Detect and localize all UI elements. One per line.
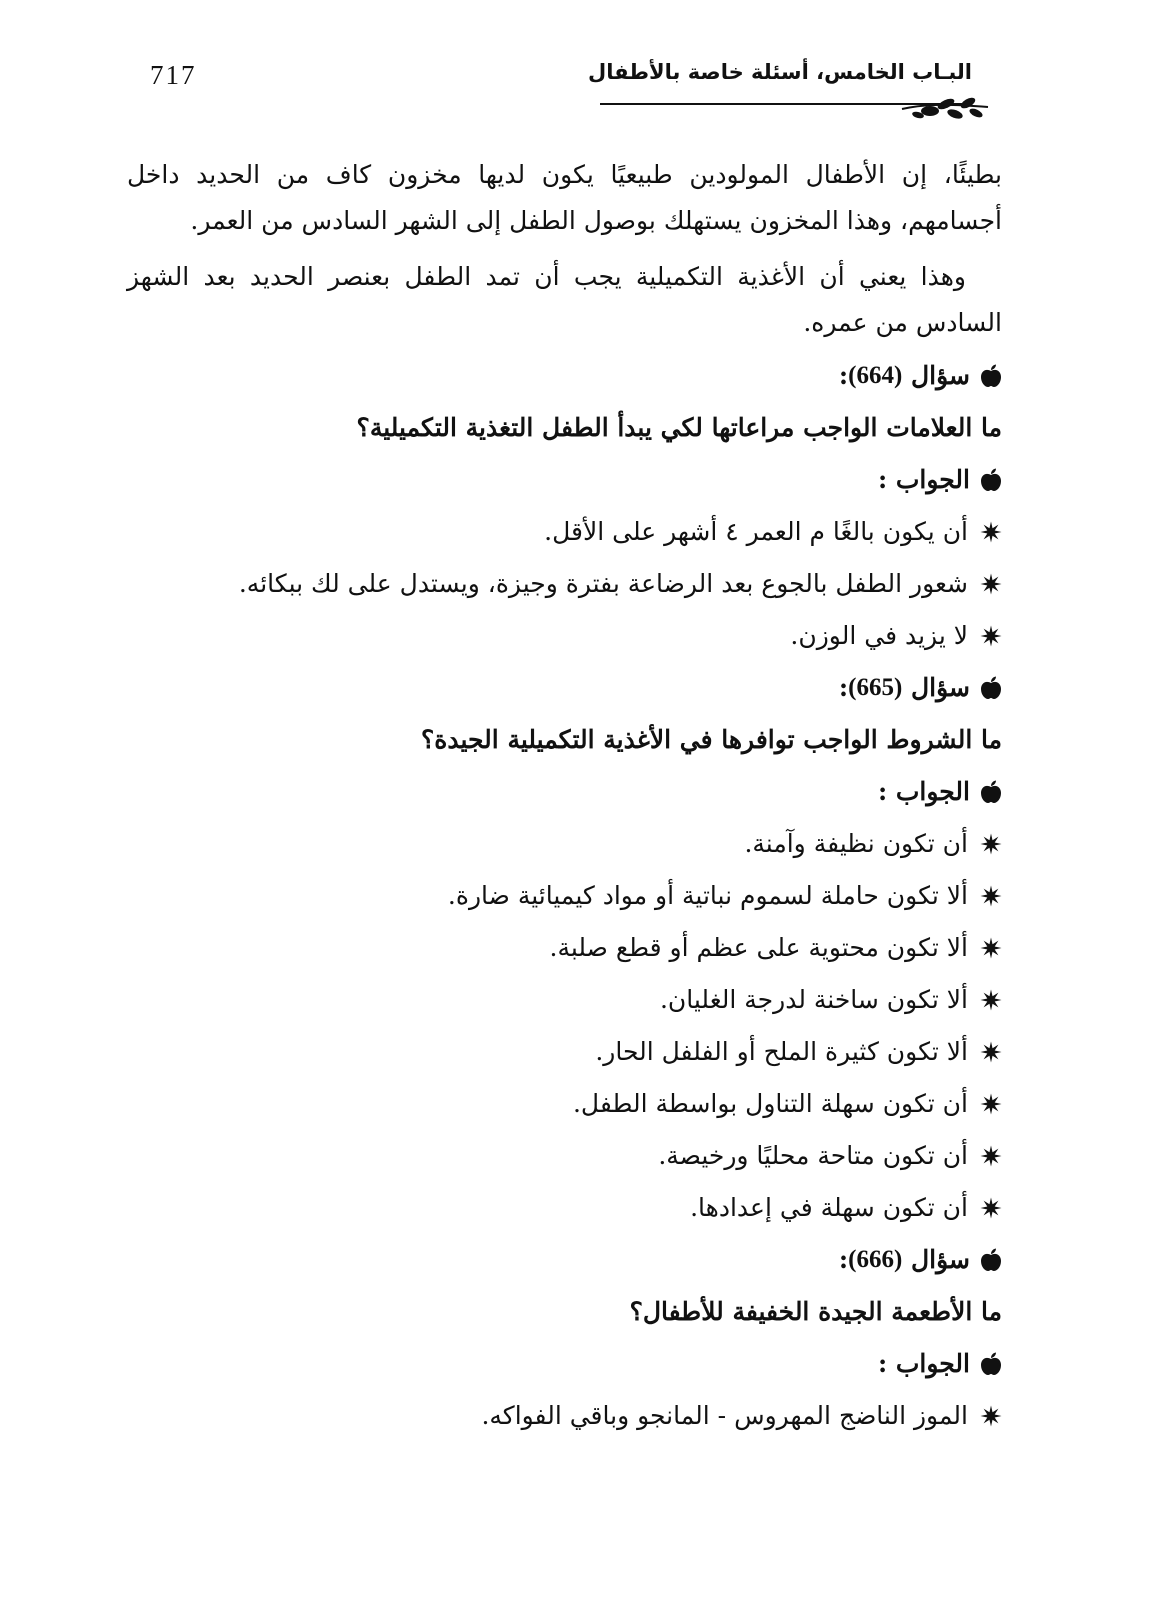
- answer-item: [127, 1182, 1002, 1234]
- question-heading: [127, 1234, 1002, 1286]
- question-number: (666): [848, 1246, 903, 1273]
- question-heading: [127, 350, 1002, 402]
- page-content: [127, 152, 1002, 1442]
- star-bullet-icon: [980, 833, 1002, 855]
- answer-item-text: ألا تكون حاملة لسموم نباتية أو مواد كيميائية ضارة.: [447, 881, 968, 910]
- answer-item: [127, 558, 1002, 610]
- intro-paragraph-1: بطيئًا، إن الأطفال المولودين طبيعيًا يكون لديها مخزون كاف من الحديد داخل أجسامهم، وهذا المخزون يستهلك بوصول الطفل إلى الشهر السادس من العمر.: [127, 160, 1002, 235]
- question-text: ما الشروط الواجب توافرها في الأغذية التكميلية الجيدة؟: [421, 725, 1002, 754]
- running-header: البـاب الخامس، أسئلة خاصة بالأطفال: [587, 60, 972, 84]
- apple-icon: [980, 1248, 1002, 1272]
- page-number: 717: [150, 60, 197, 90]
- star-bullet-icon: [980, 521, 1002, 543]
- question-label: سؤال: [911, 361, 970, 390]
- answer-item: [127, 870, 1002, 922]
- question-number: (664): [848, 362, 903, 389]
- answer-item: [127, 818, 1002, 870]
- apple-icon: [980, 676, 1002, 700]
- star-bullet-icon: [980, 625, 1002, 647]
- answer-item-text: ألا تكون كثيرة الملح أو الفلفل الحار.: [595, 1037, 968, 1066]
- answer-item-text: أن تكون سهلة التناول بواسطة الطفل.: [572, 1089, 968, 1118]
- question-label: سؤال: [911, 1245, 970, 1274]
- answer-item-text: أن تكون متاحة محليًا ورخيصة.: [658, 1141, 968, 1170]
- answer-heading: [127, 766, 1002, 818]
- apple-icon: [980, 364, 1002, 388]
- question-label: سؤال: [911, 673, 970, 702]
- answer-heading: [127, 1338, 1002, 1390]
- answer-item: [127, 1078, 1002, 1130]
- answer-item: [127, 1130, 1002, 1182]
- intro-paragraph-2: وهذا يعني أن الأغذية التكميلية يجب أن تمد الطفل بعنصر الحديد بعد الشهز السادس من عمره.: [127, 262, 1002, 337]
- answer-item: [127, 922, 1002, 974]
- star-bullet-icon: [980, 937, 1002, 959]
- answer-item-text: أن تكون نظيفة وآمنة.: [744, 829, 968, 858]
- answer-item-text: أن تكون سهلة في إعدادها.: [690, 1193, 968, 1222]
- answer-item: [127, 974, 1002, 1026]
- answer-item: [127, 1026, 1002, 1078]
- answer-item-text: الموز الناضج المهروس - المانجو وباقي الفواكه.: [481, 1401, 968, 1430]
- star-bullet-icon: [980, 885, 1002, 907]
- star-bullet-icon: [980, 989, 1002, 1011]
- apple-icon: [980, 468, 1002, 492]
- answer-item-text: ألا تكون محتوية على عظم أو قطع صلبة.: [549, 933, 968, 962]
- question-text: ما العلامات الواجب مراعاتها لكي يبدأ الطفل التغذية التكميلية؟: [356, 413, 1002, 442]
- question-colon: :: [838, 1245, 849, 1274]
- question-text: ما الأطعمة الجيدة الخفيفة للأطفال؟: [629, 1297, 1002, 1326]
- answer-label: الجواب :: [877, 465, 970, 494]
- answer-item: [127, 1390, 1002, 1442]
- answer-item-text: أن يكون بالغًا م العمر ٤ أشهر على الأقل.: [544, 517, 968, 546]
- question-colon: :: [838, 361, 849, 390]
- answer-item-text: ألا تكون ساخنة لدرجة الغليان.: [659, 985, 968, 1014]
- answer-item: [127, 506, 1002, 558]
- question-heading: [127, 662, 1002, 714]
- qa-sections: [127, 350, 1002, 1442]
- answer-item-text: شعور الطفل بالجوع بعد الرضاعة بفترة وجيزة، ويستدل على لك ببكائه.: [238, 569, 968, 598]
- answer-item-text: لا يزيد في الوزن.: [790, 621, 968, 650]
- question-number: (665): [848, 674, 903, 701]
- leaf-ornament-icon: [900, 95, 990, 125]
- answer-label: الجواب :: [877, 777, 970, 806]
- answer-item: [127, 610, 1002, 662]
- question-colon: :: [838, 673, 849, 702]
- star-bullet-icon: [980, 1041, 1002, 1063]
- answer-label: الجواب :: [877, 1349, 970, 1378]
- star-bullet-icon: [980, 573, 1002, 595]
- star-bullet-icon: [980, 1145, 1002, 1167]
- apple-icon: [980, 1352, 1002, 1376]
- apple-icon: [980, 780, 1002, 804]
- star-bullet-icon: [980, 1093, 1002, 1115]
- answer-heading: [127, 454, 1002, 506]
- star-bullet-icon: [980, 1197, 1002, 1219]
- star-bullet-icon: [980, 1405, 1002, 1427]
